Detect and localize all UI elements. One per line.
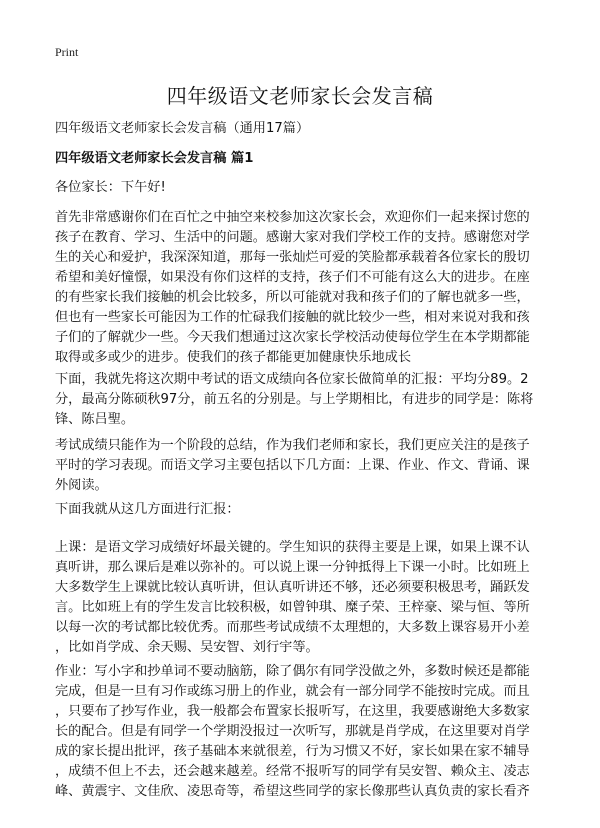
text-line: 真听讲，那么课后是难以弥补的。可以说上课一分钟抵得上下课一小时。比如班上 xyxy=(55,560,530,575)
text-line: 孩子在教育、学习、生活中的问题。感谢大家对我们学校工作的支持。感谢您对学 xyxy=(55,230,530,245)
section-heading: 四年级语文老师家长会发言稿 篇1 xyxy=(55,151,254,166)
print-label[interactable]: Print xyxy=(55,45,79,59)
text-line: ，比如肖学成、余天赐、吴安智、刘行宇等。 xyxy=(55,640,319,655)
document-subtitle: 四年级语文老师家长会发言稿（通用17篇） xyxy=(55,121,310,136)
paragraph-scores xyxy=(55,370,555,430)
text-line: 但也有一些家长可能因为工作的忙碌我们接触的就比较少一些，相对来说对我和孩 xyxy=(55,310,530,325)
text-line: 子们的了解就少一些。今天我们想通过这次家长学校活动使每位学生在本学期都能 xyxy=(55,330,530,345)
text-line: 外阅读。 xyxy=(55,478,108,493)
text-line: 长的配合。但是有同学一个学期没报过一次听写，那就是肖学成，在这里要对肖学 xyxy=(55,724,530,739)
paragraph-homework xyxy=(55,662,555,802)
text-line: ，只要布了抄写作业，我一般都会布置家长报听写，在这里，我要感谢绝大多数家 xyxy=(55,704,530,719)
text-line: 大多数学生上课就比较认真听讲，但认真听讲还不够，还必须要积极思考，踊跃发 xyxy=(55,580,530,595)
paragraph-summary xyxy=(55,436,555,496)
text-line: 取得或多或少的进步。使我们的孩子都能更加健康快乐地成长 xyxy=(55,350,412,365)
paragraph-class xyxy=(55,538,555,658)
text-line: 完成，但是一旦有习作或练习册上的作业，就会有一部分同学不能按时完成。而且 xyxy=(55,684,530,699)
paragraph-greeting xyxy=(55,178,555,198)
text-line: 生的关心和爱护，我深深知道，那每一张灿烂可爱的笑脸都承载着各位家长的殷切 xyxy=(55,250,530,265)
text-line: 平时的学习表现。而语文学习主要包括以下几方面：上课、作业、作文、背诵、课 xyxy=(55,458,530,473)
text-line: 希望和美好憧憬，如果没有你们这样的支持，孩子们不可能有这么大的进步。在座 xyxy=(55,270,530,285)
text-line: 上课：是语文学习成绩好坏最关键的。学生知识的获得主要是上课，如果上课不认 xyxy=(55,540,530,555)
text-line: 下面，我就先将这次期中考试的语文成绩向各位家长做简单的汇报：平均分89。2 xyxy=(55,372,529,387)
text-line: ，成绩不但上不去，还会越来越差。经常不报听写的同学有吴安智、赖众主、凌志 xyxy=(55,764,530,779)
text-line: 下面我就从这几方面进行汇报： xyxy=(55,502,240,517)
paragraph-report-intro xyxy=(55,500,555,520)
text-line: 以每一次的考试都比较优秀。而那些考试成绩不太理想的，大多数上课容易开小差 xyxy=(55,620,530,635)
text-line: 作业：写小字和抄单词不要动脑筋，除了偶尔有同学没做之外，多数时候还是都能 xyxy=(55,664,530,679)
text-line: 分，最高分陈硕秋97分，前五名的分别是。与上学期相比，有进步的同学是：陈将 xyxy=(55,392,534,407)
text-line: 考试成绩只能作为一个阶段的总结，作为我们老师和家长，我们更应关注的是孩子 xyxy=(55,438,530,453)
text-line: 首先非常感谢你们在百忙之中抽空来校参加这次家长会，欢迎你们一起来探讨您的 xyxy=(55,210,530,225)
text-line: 言。比如班上有的学生发言比较积极，如曾钟琪、糜子荣、王梓豪、梁与恒、等所 xyxy=(55,600,530,615)
text-line: 锋、陈吕聖。 xyxy=(55,412,135,427)
text-line: 峰、黄震宇、文佳欣、凌思奇等，希望这些同学的家长像那些认真负责的家长看齐 xyxy=(55,784,530,799)
text-line: 的有些家长我们接触的机会比较多，所以可能就对我和孩子们的了解也就多一些， xyxy=(55,290,530,305)
document-title: 四年级语文老师家长会发言稿 xyxy=(166,84,434,108)
text-line: 各位家长：下午好! xyxy=(55,180,166,195)
text-line: 成的家长提出批评，孩子基础本来就很差，行为习惯又不好，家长如果在家不辅导 xyxy=(55,744,530,759)
paragraph-thanks xyxy=(55,208,555,368)
